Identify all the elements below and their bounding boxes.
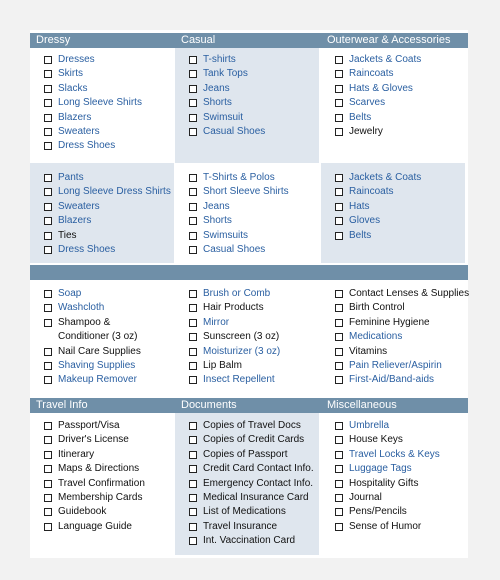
checklist-item-label: Travel Locks & Keys — [349, 448, 440, 460]
checkbox[interactable] — [44, 114, 52, 122]
checklist-item[interactable] — [44, 125, 174, 139]
checkbox[interactable] — [335, 422, 343, 430]
checklist-item[interactable] — [44, 359, 174, 373]
checklist-item[interactable] — [189, 491, 319, 505]
checkbox[interactable] — [44, 188, 52, 196]
checkbox[interactable] — [335, 319, 343, 327]
checklist-item-label: Copies of Passport — [203, 448, 288, 460]
checklist-item-label: Hats — [349, 200, 370, 212]
checklist-item[interactable] — [335, 433, 465, 447]
checklist-item-label: Skirts — [58, 68, 83, 80]
checklist-item[interactable] — [189, 520, 319, 534]
checklist-item-label: Blazers — [58, 111, 92, 123]
checklist-item-label: Raincoats — [349, 186, 394, 198]
checkbox[interactable] — [44, 376, 52, 384]
checkbox[interactable] — [189, 85, 197, 93]
checklist-item[interactable] — [335, 67, 465, 81]
checklist-item[interactable] — [335, 448, 465, 462]
checklist-item[interactable] — [335, 82, 465, 96]
checklist-item[interactable] — [44, 200, 174, 214]
checkbox[interactable] — [189, 537, 197, 545]
checklist-item-label: Maps & Directions — [58, 463, 140, 475]
checklist-item[interactable] — [189, 330, 319, 344]
checklist-item[interactable] — [44, 185, 174, 199]
checklist-item[interactable] — [189, 200, 319, 214]
checklist-item-label: Jewelry — [349, 125, 383, 137]
checkbox[interactable] — [335, 451, 343, 459]
checklist-item-label: Shampoo & — [58, 316, 111, 328]
checklist-item-label: Vitamins — [349, 345, 388, 357]
toiletries-list-3 — [321, 280, 470, 395]
checklist-item-label: Sweaters — [58, 125, 100, 137]
checklist-item[interactable] — [44, 243, 174, 257]
checklist-item-label: Scarves — [349, 97, 386, 109]
checklist-item-label: Emergency Contact Info. — [203, 477, 314, 489]
checkbox[interactable] — [44, 246, 52, 254]
header-outerwear-accessories: Outerwear & Accessories — [327, 34, 451, 46]
checklist-item-label: Conditioner (3 oz) — [58, 331, 138, 343]
checklist-item[interactable] — [335, 301, 465, 315]
checkbox[interactable] — [189, 304, 197, 312]
checklist-item[interactable] — [335, 96, 465, 110]
checkbox[interactable] — [335, 70, 343, 78]
checkbox[interactable] — [189, 376, 197, 384]
toiletries-list-2 — [175, 280, 319, 395]
header-miscellaneous: Miscellaneous — [327, 399, 397, 411]
checklist-item[interactable] — [335, 330, 465, 344]
checkbox[interactable] — [44, 422, 52, 430]
checkbox[interactable] — [44, 304, 52, 312]
checkbox[interactable] — [189, 508, 197, 516]
checklist-item[interactable] — [189, 287, 319, 301]
checkbox[interactable] — [44, 319, 52, 327]
checklist-item[interactable] — [44, 491, 174, 505]
section-header-toiletries — [30, 265, 468, 280]
outerwear-list-bottom — [321, 163, 465, 263]
checklist-item[interactable] — [335, 53, 465, 67]
checklist-item-label: Contact Lenses & Supplies — [349, 288, 470, 299]
checklist-item-label: Long Sleeve Dress Shirts — [58, 186, 171, 198]
checklist-item-label: Jeans — [203, 200, 230, 212]
checkbox[interactable] — [335, 333, 343, 341]
checkbox[interactable] — [44, 232, 52, 240]
checkbox[interactable] — [189, 203, 197, 211]
checklist-item-label: Passport/Visa — [58, 420, 120, 431]
checklist-item[interactable] — [44, 316, 174, 330]
checkbox[interactable] — [44, 451, 52, 459]
checkbox[interactable] — [189, 451, 197, 459]
checklist-item-label: Pain Reliever/Aspirin — [349, 359, 442, 371]
checklist-item-label: Membership Cards — [58, 491, 143, 503]
checkbox[interactable] — [335, 376, 343, 384]
checkbox[interactable] — [44, 174, 52, 182]
checklist-item-label: Moisturizer (3 oz) — [203, 345, 281, 357]
checklist-item[interactable] — [44, 214, 174, 228]
checkbox[interactable] — [335, 304, 343, 312]
header-travel-info: Travel Info — [36, 399, 88, 411]
checkbox[interactable] — [189, 494, 197, 502]
checklist-item-label: Medications — [349, 331, 403, 343]
checkbox[interactable] — [335, 174, 343, 182]
checkbox[interactable] — [335, 348, 343, 356]
checkbox[interactable] — [189, 348, 197, 356]
checkbox[interactable] — [189, 422, 197, 430]
checklist-item-label: T-Shirts & Polos — [203, 172, 275, 183]
checklist-item[interactable] — [44, 462, 174, 476]
checkbox[interactable] — [335, 85, 343, 93]
checklist-item-label: Dress Shoes — [58, 243, 116, 255]
checklist-item-label: Umbrella — [349, 420, 390, 431]
checklist-item[interactable] — [44, 111, 174, 125]
checklist-item[interactable] — [335, 373, 465, 387]
casual-list-top — [175, 48, 319, 163]
checkbox[interactable] — [335, 508, 343, 516]
checklist-item-label: Lip Balm — [203, 359, 242, 371]
checklist-item-label: Makeup Remover — [58, 374, 137, 386]
checklist-item-label: Casual Shoes — [203, 243, 266, 255]
checklist-item[interactable] — [335, 345, 465, 359]
checklist-item-label: Feminine Hygiene — [349, 316, 430, 328]
checkbox[interactable] — [189, 436, 197, 444]
checklist-item-label: Language Guide — [58, 520, 132, 532]
checklist-item-label: Washcloth — [58, 302, 105, 314]
dressy-list-top — [30, 48, 174, 163]
checklist-item[interactable] — [189, 345, 319, 359]
checklist-item[interactable] — [335, 111, 465, 125]
checklist-item-label: Swimsuits — [203, 229, 249, 241]
checkbox[interactable] — [44, 508, 52, 516]
header-dressy: Dressy — [36, 34, 71, 46]
checklist-item[interactable] — [189, 125, 319, 139]
dressy-list-bottom — [30, 163, 174, 263]
checklist-item-label: Medical Insurance Card — [203, 491, 309, 503]
checkbox[interactable] — [335, 480, 343, 488]
section-header-travel — [30, 398, 468, 413]
checklist-item-label: Casual Shoes — [203, 125, 266, 137]
checklist-item[interactable] — [189, 67, 319, 81]
checklist-item-label: Journal — [349, 491, 382, 503]
checklist-item-label: Shorts — [203, 97, 232, 109]
checklist-item[interactable] — [44, 505, 174, 519]
checklist-item[interactable] — [189, 171, 319, 185]
miscellaneous-list — [321, 413, 465, 553]
checklist-item-label: Guidebook — [58, 506, 107, 518]
packing-checklist-sheet — [30, 30, 468, 558]
checkbox[interactable] — [189, 232, 197, 240]
checklist-item-label: Hair Products — [203, 302, 264, 314]
checkbox[interactable] — [335, 436, 343, 444]
checkbox[interactable] — [189, 290, 197, 298]
checklist-item-label: Soap — [58, 288, 82, 299]
checkbox[interactable] — [44, 480, 52, 488]
checklist-item[interactable] — [335, 125, 465, 139]
checklist-item[interactable] — [189, 462, 319, 476]
checklist-item[interactable] — [189, 359, 319, 373]
checklist-item[interactable] — [189, 53, 319, 67]
checklist-item[interactable] — [44, 301, 174, 315]
checkbox[interactable] — [44, 99, 52, 107]
checkbox[interactable] — [44, 290, 52, 298]
checklist-item[interactable] — [335, 505, 465, 519]
checklist-item[interactable] — [189, 419, 319, 433]
header-documents: Documents — [181, 399, 237, 411]
checklist-item-label: Hospitality Gifts — [349, 477, 419, 489]
checklist-item[interactable] — [44, 287, 174, 301]
checklist-item[interactable] — [44, 448, 174, 462]
checklist-item[interactable] — [44, 373, 174, 387]
checkbox[interactable] — [335, 494, 343, 502]
checklist-item[interactable] — [335, 477, 465, 491]
checkbox[interactable] — [189, 99, 197, 107]
checklist-item-label: Int. Vaccination Card — [203, 535, 296, 547]
checklist-item-label: Dress Shoes — [58, 140, 116, 152]
checkbox[interactable] — [335, 56, 343, 64]
checkbox[interactable] — [44, 203, 52, 211]
checkbox[interactable] — [189, 56, 197, 64]
checklist-item-label: Insect Repellent — [203, 374, 275, 386]
checklist-item[interactable] — [335, 419, 465, 433]
checkbox[interactable] — [189, 523, 197, 531]
checkbox[interactable] — [335, 217, 343, 225]
checkbox[interactable] — [189, 174, 197, 182]
checklist-item[interactable] — [189, 185, 319, 199]
checklist-item[interactable] — [44, 171, 174, 185]
documents-list — [175, 413, 319, 555]
checkbox[interactable] — [44, 217, 52, 225]
checklist-item[interactable] — [335, 287, 470, 301]
checklist-item[interactable] — [335, 185, 465, 199]
checklist-item[interactable] — [44, 139, 174, 153]
checklist-item[interactable] — [335, 316, 465, 330]
checklist-item[interactable] — [335, 214, 465, 228]
checkbox[interactable] — [44, 362, 52, 370]
checkbox[interactable] — [189, 480, 197, 488]
checklist-item[interactable] — [44, 345, 174, 359]
checkbox[interactable] — [335, 523, 343, 531]
checklist-item[interactable] — [335, 171, 465, 185]
checklist-item-label: Sense of Humor — [349, 520, 422, 532]
checkbox[interactable] — [335, 290, 343, 298]
checklist-item-label: Shaving Supplies — [58, 359, 136, 371]
checklist-item-label: Travel Insurance — [203, 520, 278, 532]
checklist-item-continued — [44, 330, 174, 344]
checklist-item[interactable] — [189, 229, 319, 243]
checklist-item-label: Tank Tops — [203, 68, 248, 80]
checklist-item-label: Jeans — [203, 82, 230, 94]
checklist-item-label: Slacks — [58, 82, 88, 94]
casual-list-bottom — [175, 163, 319, 263]
checkbox[interactable] — [189, 362, 197, 370]
checklist-item[interactable] — [189, 96, 319, 110]
checkbox[interactable] — [189, 70, 197, 78]
checklist-item-label: Dresses — [58, 54, 95, 65]
checkbox[interactable] — [44, 70, 52, 78]
checklist-item-label: First-Aid/Band-aids — [349, 374, 435, 386]
checklist-item[interactable] — [44, 67, 174, 81]
checklist-item[interactable] — [189, 82, 319, 96]
checkbox[interactable] — [44, 436, 52, 444]
checklist-item-label: Copies of Travel Docs — [203, 420, 301, 431]
checkbox[interactable] — [335, 114, 343, 122]
checklist-item[interactable] — [189, 477, 319, 491]
checklist-item[interactable] — [335, 229, 465, 243]
checklist-item-label: Pens/Pencils — [349, 506, 407, 518]
checklist-item-label: Belts — [349, 111, 372, 123]
checklist-item[interactable] — [189, 534, 319, 548]
checkbox[interactable] — [44, 494, 52, 502]
checklist-item-label: Raincoats — [349, 68, 394, 80]
checklist-item-label: Luggage Tags — [349, 463, 412, 475]
checklist-item[interactable] — [335, 359, 465, 373]
checkbox[interactable] — [189, 246, 197, 254]
checkbox[interactable] — [44, 128, 52, 136]
checklist-item-label: Hats & Gloves — [349, 82, 413, 94]
checklist-item-label: Short Sleeve Shirts — [203, 186, 289, 198]
checkbox[interactable] — [44, 142, 52, 150]
checkbox[interactable] — [44, 348, 52, 356]
checkbox[interactable] — [189, 465, 197, 473]
checkbox[interactable] — [189, 188, 197, 196]
toiletries-list-1 — [30, 280, 174, 395]
checklist-item-label: Jackets & Coats — [349, 172, 422, 183]
checklist-item[interactable] — [189, 373, 319, 387]
checklist-item[interactable] — [189, 433, 319, 447]
checklist-item[interactable] — [189, 301, 319, 315]
checkbox[interactable] — [189, 114, 197, 122]
checklist-item-label: Belts — [349, 229, 372, 241]
checkbox[interactable] — [335, 232, 343, 240]
checkbox[interactable] — [335, 465, 343, 473]
checklist-item-label: Copies of Credit Cards — [203, 434, 305, 446]
checklist-item-label: Long Sleeve Shirts — [58, 97, 142, 109]
checklist-item-label: Ties — [58, 229, 77, 241]
checklist-item-label: Credit Card Contact Info. — [203, 463, 314, 475]
checklist-item[interactable] — [189, 243, 319, 257]
checklist-item[interactable] — [335, 520, 465, 534]
checklist-item-label: Nail Care Supplies — [58, 345, 141, 357]
checklist-item[interactable] — [335, 462, 465, 476]
checkbox[interactable] — [189, 217, 197, 225]
checklist-item[interactable] — [44, 477, 174, 491]
checklist-item-label: Travel Confirmation — [58, 477, 145, 489]
checklist-item-label: Gloves — [349, 215, 381, 227]
checklist-item-label: House Keys — [349, 434, 403, 446]
checkbox[interactable] — [44, 523, 52, 531]
checklist-item[interactable] — [44, 520, 174, 534]
checklist-item-label: Blazers — [58, 215, 92, 227]
checklist-item[interactable] — [189, 316, 319, 330]
checklist-item[interactable] — [44, 229, 174, 243]
checklist-item-label: Sunscreen (3 oz) — [203, 331, 280, 343]
checkbox[interactable] — [335, 99, 343, 107]
checklist-item-label: Itinerary — [58, 448, 95, 460]
checkbox[interactable] — [335, 362, 343, 370]
checklist-item-label: Sweaters — [58, 200, 100, 212]
checklist-item-label: Mirror — [203, 316, 230, 328]
checklist-item[interactable] — [44, 96, 174, 110]
checklist-item-label: Swimsuit — [203, 111, 244, 123]
section-header-clothing — [30, 33, 468, 48]
checklist-item-label: Birth Control — [349, 302, 405, 314]
checklist-item[interactable] — [189, 214, 319, 228]
checklist-item[interactable] — [335, 200, 465, 214]
checklist-item[interactable] — [44, 433, 174, 447]
checklist-item-label: Pants — [58, 172, 84, 183]
checklist-item[interactable] — [44, 53, 174, 67]
travel-info-list — [30, 413, 174, 553]
checklist-item[interactable] — [44, 419, 174, 433]
checkbox[interactable] — [44, 56, 52, 64]
checkbox[interactable] — [189, 128, 197, 136]
checklist-item-label: Shorts — [203, 215, 232, 227]
header-casual: Casual — [181, 34, 216, 46]
checklist-item[interactable] — [189, 505, 319, 519]
checklist-item[interactable] — [335, 491, 465, 505]
checkbox[interactable] — [335, 203, 343, 211]
checklist-item-label: List of Medications — [203, 506, 286, 518]
checklist-item-label: Brush or Comb — [203, 288, 271, 299]
checkbox[interactable] — [335, 128, 343, 136]
checklist-item[interactable] — [189, 111, 319, 125]
checklist-item-label: Driver's License — [58, 434, 129, 446]
checkbox[interactable] — [44, 85, 52, 93]
checkbox[interactable] — [189, 333, 197, 341]
checklist-item-label: Jackets & Coats — [349, 54, 422, 65]
checklist-item[interactable] — [189, 448, 319, 462]
checkbox[interactable] — [44, 465, 52, 473]
checkbox[interactable] — [189, 319, 197, 327]
checklist-item-label: T-shirts — [203, 54, 236, 65]
checklist-item[interactable] — [44, 82, 174, 96]
checkbox[interactable] — [335, 188, 343, 196]
outerwear-list-top — [321, 48, 465, 163]
